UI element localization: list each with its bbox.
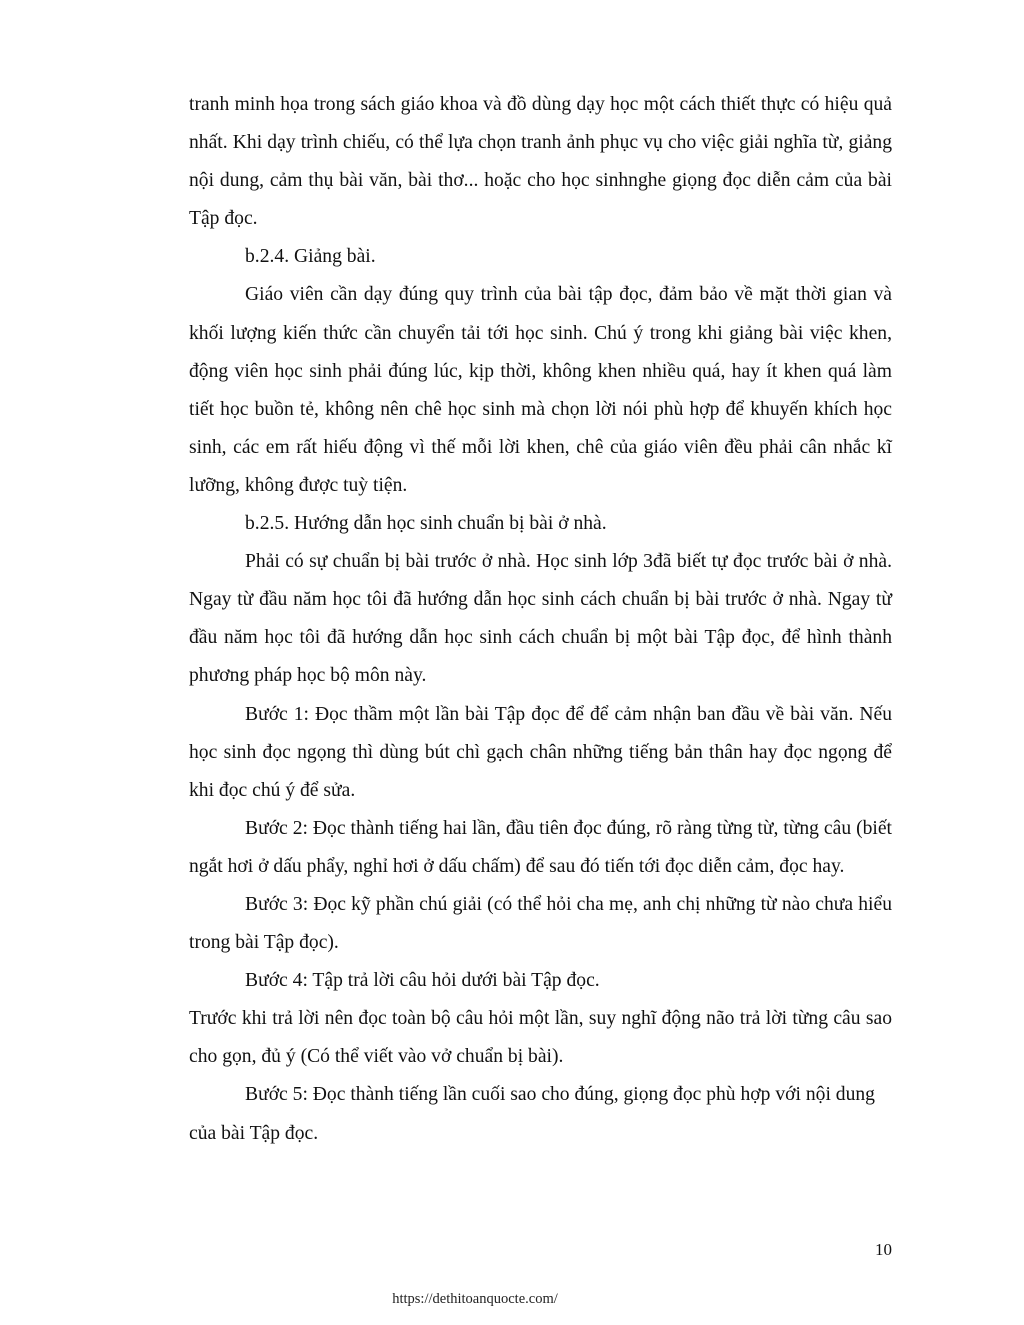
paragraph-buoc-2: Bước 2: Đọc thành tiếng hai lần, đầu tiên đọc đúng, rõ ràng từng từ, từng câu (biết ngắt hơi ở dấu phẩy, nghỉ hơi ở dấu chấm) để sau đó tiến tới đọc diễn cảm, đọc hay. (189, 817, 892, 877)
paragraph-buoc-4: Bước 4: Tập trả lời câu hỏi dưới bài Tập đọc. (245, 970, 600, 992)
section-heading-b-2-4: b.2.4. Giảng bài. (245, 246, 376, 268)
paragraph-chuan-bi-bai: Phải có sự chuẩn bị bài trước ở nhà. Học sinh lớp 3đã biết tự đọc trước bài ở nhà. Ngay từ đầu năm học tôi đã hướng dẫn học sinh cách chuẩn bị bài trước ở nhà. Ngay từ đầu năm học tôi đã hướng dẫn học sinh cách chuẩn bị một bài Tập đọc, để hình thành phương pháp học bộ môn này. (189, 551, 892, 687)
paragraph-buoc-3: Bước 3: Đọc kỹ phần chú giải (có thể hỏi cha mẹ, anh chị những từ nào chưa hiểu trong bài Tập đọc). (189, 893, 892, 954)
footer-url: https://dethitoanquocte.com/ (392, 1291, 558, 1307)
paragraph-buoc-5: Bước 5: Đọc thành tiếng lần cuối sao cho đúng, giọng đọc phù hợp với nội dung của bài Tập đọc. (189, 1084, 875, 1144)
paragraph-continuation: tranh minh họa trong sách giáo khoa và đồ dùng dạy học một cách thiết thực có hiệu quả nhất. Khi dạy trình chiếu, có thể lựa chọn tranh ảnh phục vụ cho việc giải nghĩa từ, giảng nội dung, cảm thụ bài văn, bài thơ... hoặc cho học sinhnghe giọng đọc diễn cảm của bài Tập đọc. (189, 94, 892, 230)
document-body (189, 86, 892, 1153)
section-heading-b-2-5: b.2.5. Hướng dẫn học sinh chuẩn bị bài ở nhà. (245, 513, 607, 535)
page-number: 10 (875, 1240, 892, 1259)
paragraph-giang-bai: Giáo viên cần dạy đúng quy trình của bài tập đọc, đảm bảo về mặt thời gian và khối lượng kiến thức cần chuyển tải tới học sinh. Chú ý trong khi giảng bài việc khen, động viên học sinh phải đúng lúc, kịp thời, không khen nhiều quá, hay ít khen quá làm tiết học buồn tẻ, không nên chê học sinh mà chọn lời nói phù hợp để khuyến khích học sinh, các em rất hiếu động vì thế mỗi lời khen, chê của giáo viên đều phải cân nhắc kĩ lưỡng, không được tuỳ tiện. (189, 284, 892, 496)
paragraph-buoc-1: Bước 1: Đọc thầm một lần bài Tập đọc để để cảm nhận ban đầu về bài văn. Nếu học sinh đọc ngọng thì dùng bút chì gạch chân những tiếng bản thân hay đọc ngọng để khi đọc chú ý để sửa. (189, 703, 892, 801)
paragraph-buoc-4-detail: Trước khi trả lời nên đọc toàn bộ câu hỏi một lần, suy nghĩ động não trả lời từng câu sao cho gọn, đủ ý (Có thể viết vào vở chuẩn bị bài). (189, 1008, 892, 1068)
